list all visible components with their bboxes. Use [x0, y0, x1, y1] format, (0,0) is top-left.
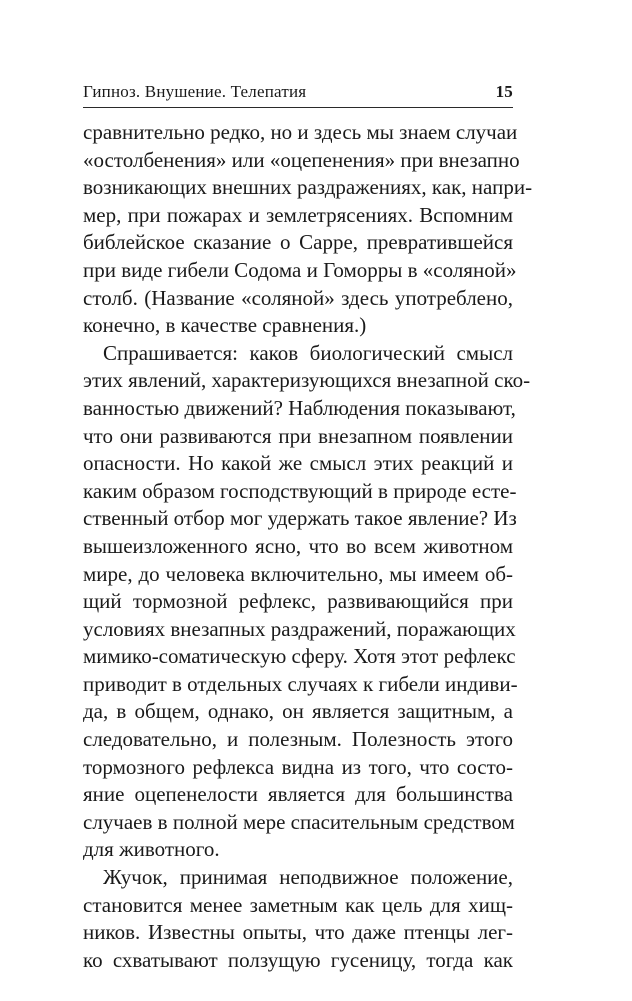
- text-line: яние оцепенелости является для большинства: [83, 782, 513, 807]
- text-line: становится менее заметным как цель для хищ-: [83, 892, 513, 917]
- text-line: мире, до человека включительно, мы имеем об-: [83, 561, 513, 586]
- text-line: вышеизложенного ясно, что во всем животном: [83, 533, 513, 558]
- paragraph-3: [83, 864, 513, 974]
- text-line: ников. Известны опыты, что даже птенцы лег-: [83, 920, 513, 945]
- text-line: ко схватывают ползущую гусеницу, тогда как: [83, 947, 513, 972]
- text-line: опасности. Но какой же смысл этих реакций и: [83, 451, 513, 476]
- running-header: [83, 82, 513, 106]
- running-title: Гипноз. Внушение. Телепатия: [83, 82, 307, 101]
- page-number: 15: [495, 82, 513, 101]
- text-line: Спрашивается: каков биологический смысл: [103, 340, 513, 365]
- text-line: для животного.: [83, 837, 220, 862]
- text-line: условиях внезапных раздражений, поражающих: [83, 616, 516, 641]
- text-line: мимико-соматическую сферу. Хотя этот рефлекс: [83, 644, 516, 669]
- text-line: да, в общем, однако, он является защитным, а: [83, 699, 513, 724]
- body-text: [83, 119, 533, 974]
- text-line: каким образом господствующий в природе есте-: [83, 478, 517, 503]
- text-line: столб. (Название «соляной» здесь употреблено,: [83, 285, 513, 310]
- text-line: щий тормозной рефлекс, развивающийся при: [83, 589, 513, 614]
- text-line: Жучок, принимая неподвижное положение,: [103, 865, 513, 890]
- text-line: возникающих внешних раздражениях, как, напри-: [83, 175, 533, 200]
- text-line: ванностью движений? Наблюдения показывают,: [83, 395, 516, 420]
- text-line: приводит в отдельных случаях к гибели индиви-: [83, 671, 518, 696]
- text-line: ственный отбор мог удержать такое явление? Из: [83, 506, 517, 531]
- paragraph-1: [83, 119, 533, 340]
- text-line: случаев в полной мере спасительным средством: [83, 809, 515, 834]
- text-line: сравнительно редко, но и здесь мы знаем случаи: [83, 120, 518, 144]
- text-line: тормозного рефлекса видна из того, что состо-: [83, 754, 513, 779]
- text-line: библейское сказание о Сарре, превратившейся: [83, 230, 513, 255]
- text-line: конечно, в качестве сравнения.): [83, 313, 367, 338]
- text-line: что они развиваются при внезапном появлении: [83, 423, 513, 448]
- text-line: «остолбенения» или «оцепенения» при внезапно: [83, 147, 520, 172]
- header-rule: [83, 107, 513, 108]
- text-line: следовательно, и полезным. Полезность этого: [83, 727, 513, 752]
- text-line: мер, при пожарах и землетрясениях. Вспомним: [83, 202, 513, 227]
- text-line: при виде гибели Содома и Гоморры в «соляной»: [83, 257, 517, 282]
- text-line: этих явлений, характеризующихся внезапной ско-: [83, 368, 531, 393]
- paragraph-2: [83, 340, 531, 864]
